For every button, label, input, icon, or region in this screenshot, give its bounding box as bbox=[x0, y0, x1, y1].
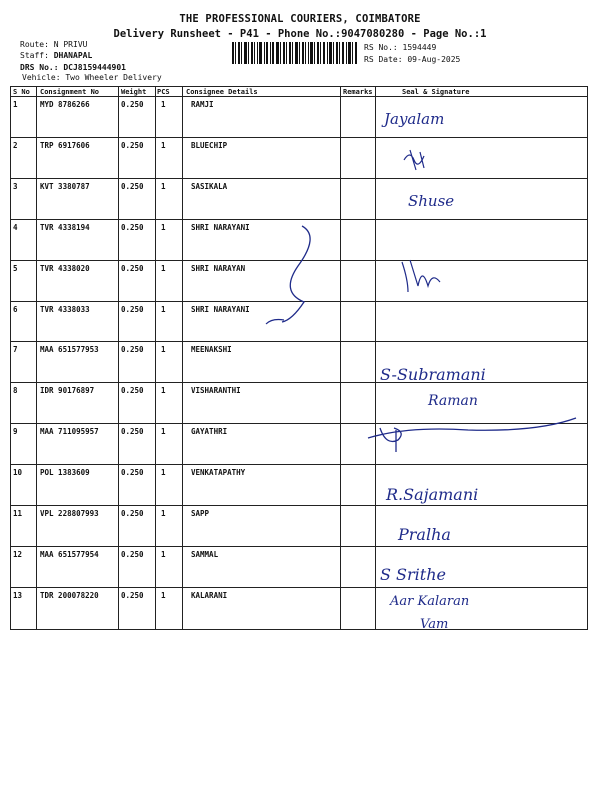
row-consignment: TVR 4338194 bbox=[40, 223, 90, 232]
row-sno: 1 bbox=[13, 100, 18, 109]
row-pcs: 1 bbox=[161, 427, 166, 436]
signature-rsajamani: R.Sajamani bbox=[386, 485, 479, 504]
row-pcs: 1 bbox=[161, 264, 166, 273]
staff-line bbox=[20, 51, 92, 60]
row-consignment: POL 1383609 bbox=[40, 468, 90, 477]
vehicle-line bbox=[22, 73, 162, 82]
signature-jayalam: Jayalam bbox=[384, 110, 445, 128]
signature-subramani: S-Subramani bbox=[380, 365, 486, 384]
header-sno: S No bbox=[13, 88, 30, 96]
signature-srithe: S Srithe bbox=[380, 565, 446, 584]
rs-date-value: 09-Aug-2025 bbox=[407, 55, 461, 64]
row-pcs: 1 bbox=[161, 100, 166, 109]
row-consignment: TRP 6917606 bbox=[40, 141, 90, 150]
row-weight: 0.250 bbox=[121, 427, 144, 436]
row-consignee-name: MEENAKSHI bbox=[191, 345, 232, 354]
row-consignee-name: BLUECHIP bbox=[191, 141, 228, 150]
row-pcs: 1 bbox=[161, 591, 166, 600]
row-sno: 4 bbox=[13, 223, 18, 232]
row-consignment: MYD 8786266 bbox=[40, 100, 90, 109]
row-weight: 0.250 bbox=[121, 182, 144, 191]
header-pcs: PCS bbox=[157, 88, 170, 96]
signature-shuse: Shuse bbox=[408, 192, 455, 210]
row-consignee-name: RAMJI bbox=[191, 100, 214, 109]
vehicle-value: Two Wheeler Delivery bbox=[65, 73, 162, 82]
row-weight: 0.250 bbox=[121, 223, 144, 232]
row-sno: 9 bbox=[13, 427, 18, 436]
row-pcs: 1 bbox=[161, 305, 166, 314]
row-weight: 0.250 bbox=[121, 100, 144, 109]
header-consignment: Consignment No bbox=[40, 88, 100, 96]
route-label: Route: bbox=[20, 40, 49, 49]
row-consignment: KVT 3380787 bbox=[40, 182, 90, 191]
row-pcs: 1 bbox=[161, 550, 166, 559]
signature-vam: Vam bbox=[420, 617, 449, 632]
row-consignee-name: VENKATAPATHY bbox=[191, 468, 246, 477]
row-consignment: IDR 90176897 bbox=[40, 386, 95, 395]
signature-raman: Raman bbox=[428, 393, 478, 409]
row-sno: 2 bbox=[13, 141, 18, 150]
row-consignee-name: SAPP bbox=[191, 509, 210, 518]
rs-no-label: RS No.: bbox=[364, 43, 398, 52]
runsheet-title: Delivery Runsheet - P41 - Phone No.:9047080280 - Page No.:1 bbox=[113, 28, 487, 40]
company-title: THE PROFESSIONAL COURIERS, COIMBATORE bbox=[179, 13, 421, 25]
row-consignment: MAA 711095957 bbox=[40, 427, 99, 436]
rs-date-label: RS Date: bbox=[364, 55, 403, 64]
row-weight: 0.250 bbox=[121, 141, 144, 150]
row-sno: 3 bbox=[13, 182, 18, 191]
row-sno: 8 bbox=[13, 386, 18, 395]
row-consignee-name: VISHARANTHI bbox=[191, 386, 241, 395]
runsheet-table bbox=[10, 86, 588, 630]
rs-no-value: 1594449 bbox=[402, 43, 437, 52]
staff-label: Staff: bbox=[20, 51, 49, 60]
row-consignee-name: GAYATHRI bbox=[191, 427, 228, 436]
row-consignment: TDR 200078220 bbox=[40, 591, 99, 600]
row-weight: 0.250 bbox=[121, 509, 144, 518]
header-details: Consignee Details bbox=[186, 88, 258, 96]
row-pcs: 1 bbox=[161, 223, 166, 232]
row-consignee-name: SAMMAL bbox=[191, 550, 219, 559]
barcode-image bbox=[232, 42, 358, 64]
row-weight: 0.250 bbox=[121, 468, 144, 477]
row-sno: 6 bbox=[13, 305, 18, 314]
route-value: N PRIVU bbox=[53, 40, 88, 49]
row-consignee-name: SASIKALA bbox=[191, 182, 228, 191]
row-consignment: MAA 651577954 bbox=[40, 550, 99, 559]
row-weight: 0.250 bbox=[121, 264, 144, 273]
row-sno: 10 bbox=[13, 468, 23, 477]
row-pcs: 1 bbox=[161, 386, 166, 395]
drs-value: DCJ8159444901 bbox=[63, 63, 126, 72]
row-sno: 12 bbox=[13, 550, 23, 559]
row-consignee-name: SHRI NARAYAN bbox=[191, 264, 246, 273]
row-weight: 0.250 bbox=[121, 550, 144, 559]
header-remarks: Remarks bbox=[343, 88, 373, 96]
row-weight: 0.250 bbox=[121, 305, 144, 314]
rs-date-line bbox=[364, 55, 460, 64]
row-pcs: 1 bbox=[161, 345, 166, 354]
row-consignment: MAA 651577953 bbox=[40, 345, 99, 354]
rs-no-line bbox=[364, 43, 436, 52]
route-line bbox=[20, 40, 87, 49]
row-consignment: TVR 4338020 bbox=[40, 264, 90, 273]
row-weight: 0.250 bbox=[121, 591, 144, 600]
header-weight: Weight bbox=[121, 88, 147, 96]
row-consignee-name: KALARANI bbox=[191, 591, 228, 600]
drs-line bbox=[20, 63, 126, 72]
row-consignment: VPL 228807993 bbox=[40, 509, 99, 518]
row-sno: 7 bbox=[13, 345, 18, 354]
header-seal: Seal & Signature bbox=[402, 88, 470, 96]
row-consignment: TVR 4338033 bbox=[40, 305, 90, 314]
row-pcs: 1 bbox=[161, 182, 166, 191]
row-sno: 5 bbox=[13, 264, 18, 273]
staff-value: DHANAPAL bbox=[53, 51, 93, 60]
row-pcs: 1 bbox=[161, 509, 166, 518]
row-consignee-name: SHRI NARAYANI bbox=[191, 223, 250, 232]
signature-kalaran: Aar Kalaran bbox=[390, 594, 470, 609]
vehicle-label: Vehicle: bbox=[22, 73, 61, 82]
signature-pralha: Pralha bbox=[398, 525, 451, 544]
row-pcs: 1 bbox=[161, 468, 166, 477]
row-weight: 0.250 bbox=[121, 345, 144, 354]
row-pcs: 1 bbox=[161, 141, 166, 150]
drs-label: DRS No.: bbox=[20, 63, 59, 72]
row-weight: 0.250 bbox=[121, 386, 144, 395]
row-sno: 13 bbox=[13, 591, 23, 600]
row-consignee-name: SHRI NARAYANI bbox=[191, 305, 250, 314]
row-sno: 11 bbox=[13, 509, 23, 518]
